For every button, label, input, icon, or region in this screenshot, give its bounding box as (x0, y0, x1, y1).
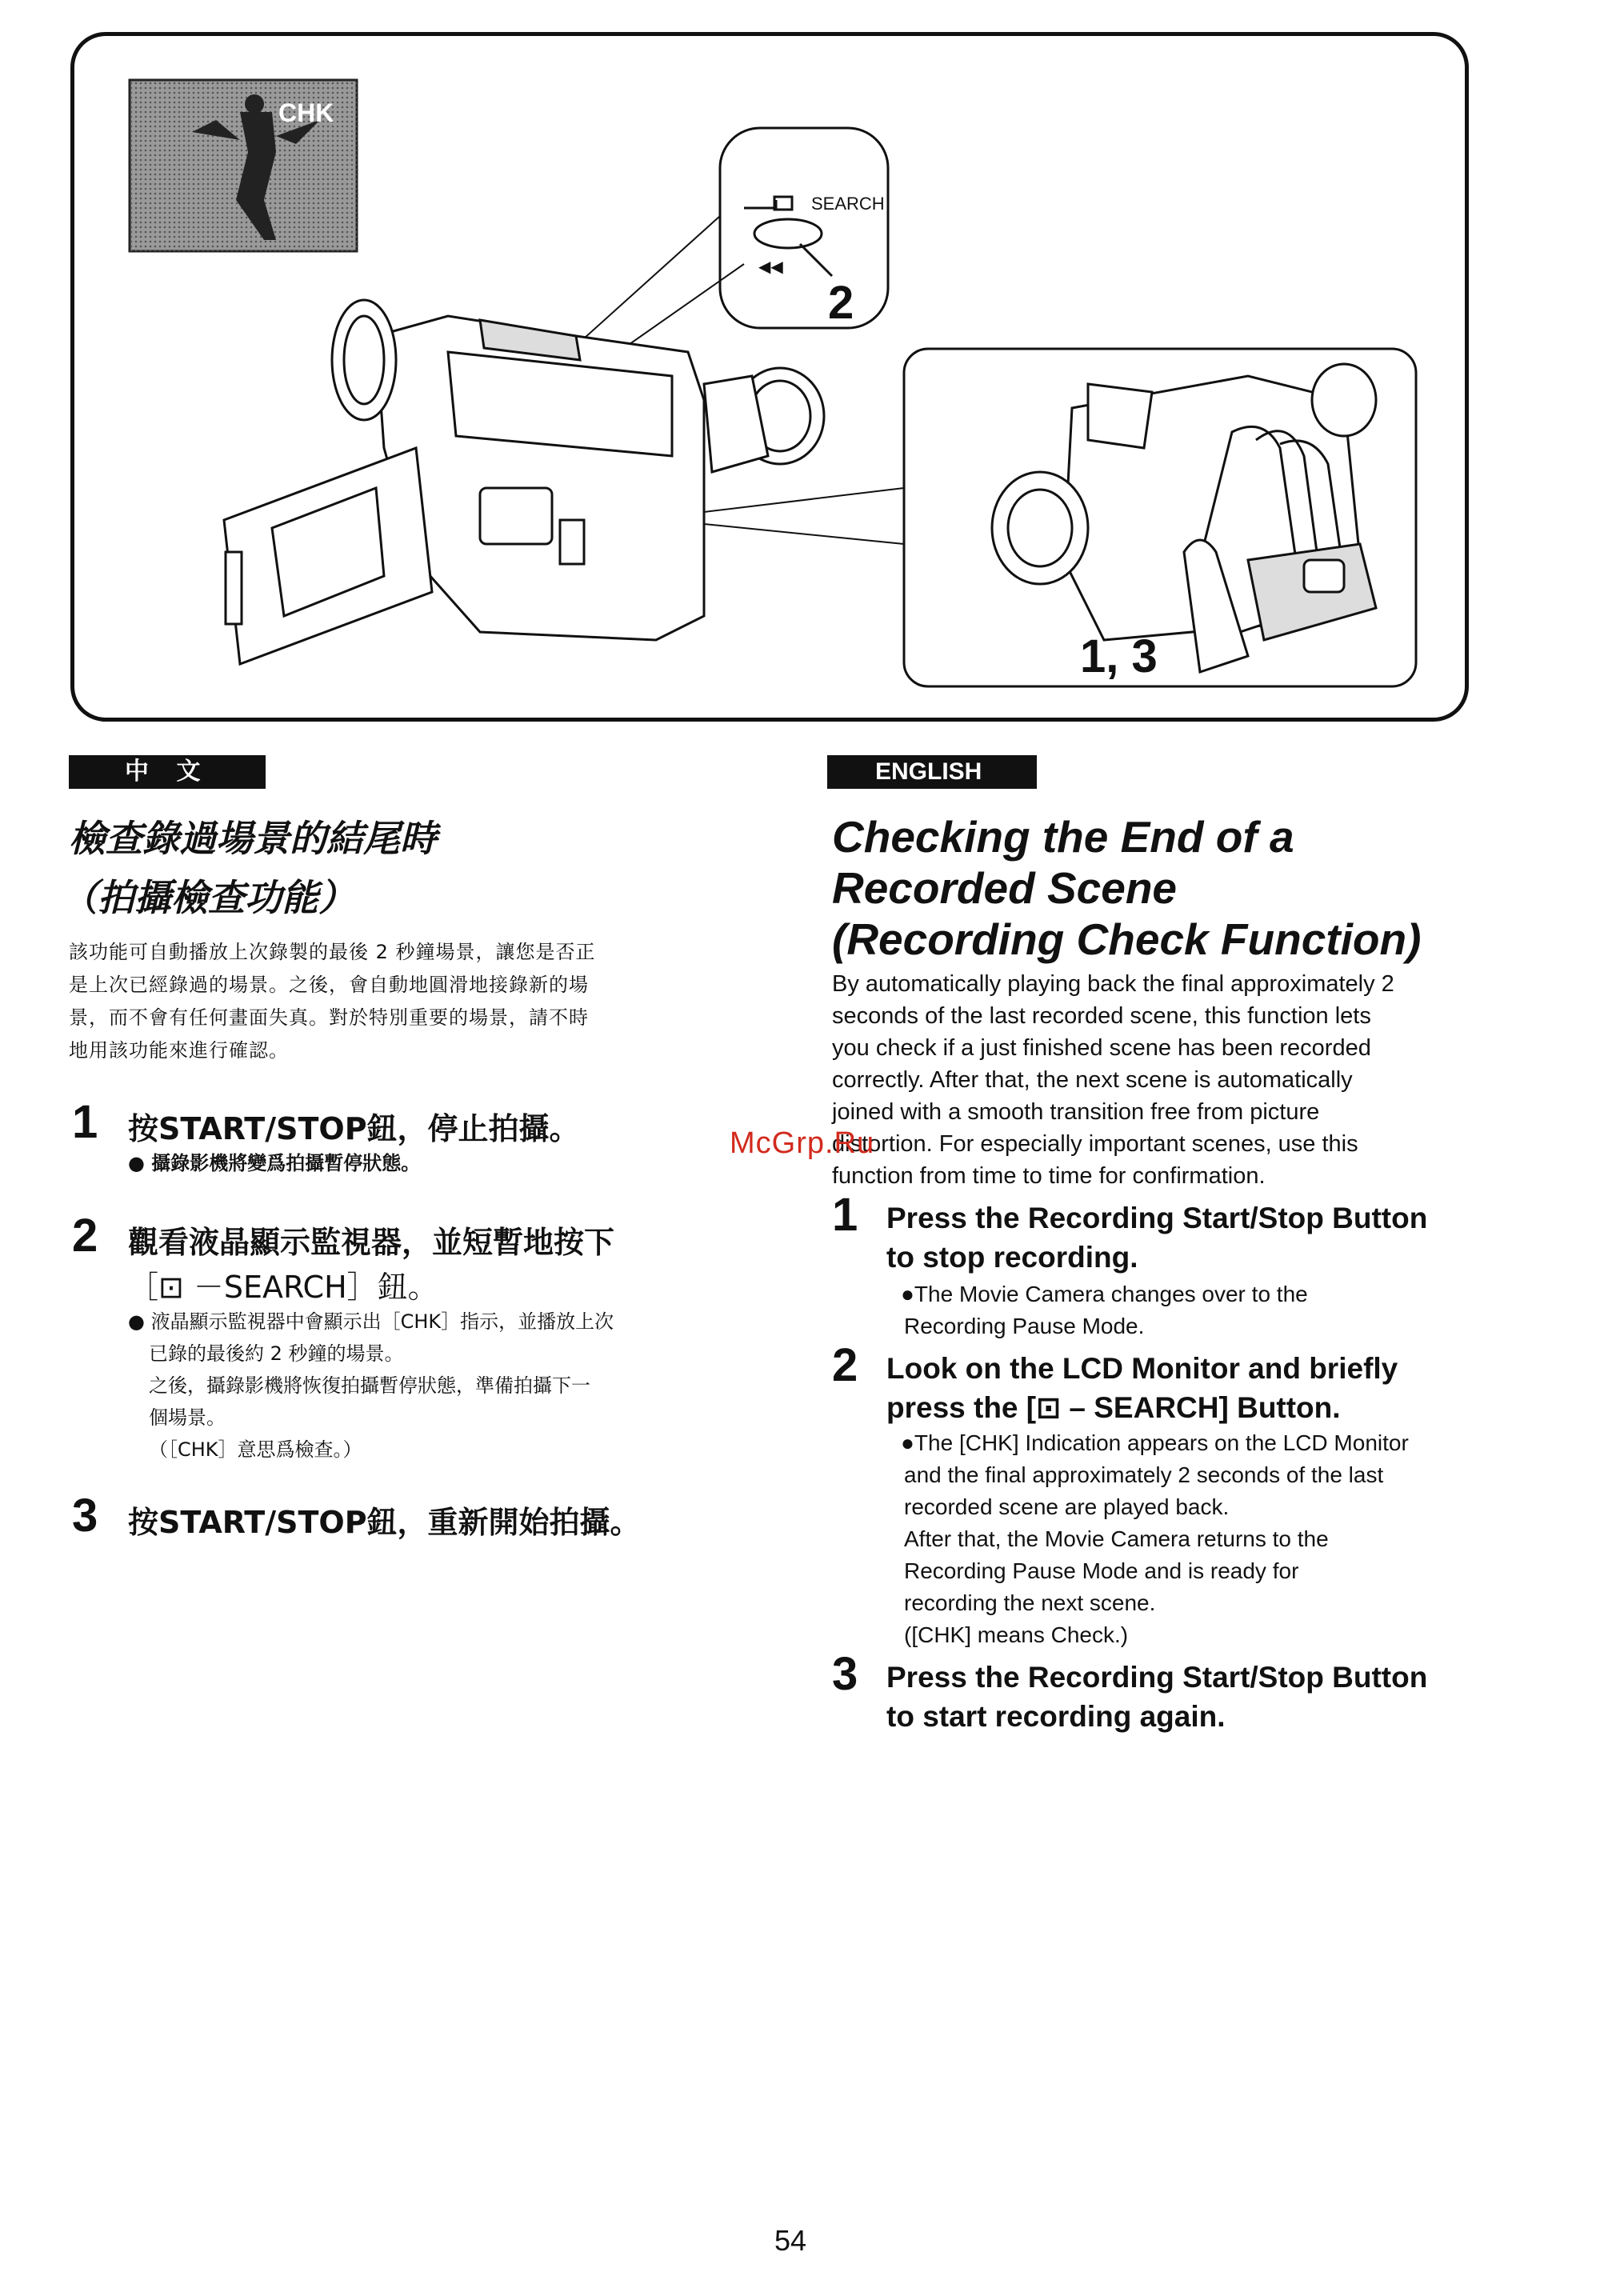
search-button-callout (560, 128, 888, 376)
page-number: 54 (774, 2224, 807, 2257)
chinese-section-label: 中 文 (69, 755, 266, 789)
chinese-step3-text: 按START/STOP鈕，重新開始拍攝。 (128, 1505, 641, 1540)
chinese-step2-text: 觀看液晶顯示監視器，並短暫地按下 (128, 1225, 615, 1260)
chinese-step1-text: 按START/STOP鈕，停止拍攝。 (128, 1111, 580, 1146)
watermark: McGrp.Ru (730, 1126, 875, 1160)
rewind-icon: ◀◀ (758, 257, 783, 276)
chinese-title-line1: 檢查錄過場景的結尾時 (69, 817, 437, 860)
chinese-step1-note: ● 攝錄影機將變爲拍攝暫停狀態。 (128, 1152, 421, 1174)
chinese-step1-number: 1 (72, 1096, 98, 1148)
english-step3-number: 3 (832, 1648, 858, 1700)
english-step2-title: Look on the LCD Monitor and briefly press the [⊡ – SEARCH] Button. (886, 1352, 1398, 1424)
hand-grip-inset (904, 349, 1416, 686)
search-label: SEARCH (811, 194, 885, 214)
chinese-step2-number: 2 (72, 1210, 98, 1262)
camcorder-drawing (224, 300, 904, 664)
english-step1-title: Press the Recording Start/Stop Button to stop recording. (886, 1202, 1428, 1274)
chk-indicator: CHK (278, 98, 334, 127)
chinese-intro: 該功能可自動播放上次錄製的最後 2 秒鐘場景，讓您是否正 是上次已經錄過的場景。之後，會自動地圓滑地接錄新的場 景，而不會有任何畫面失真。對於特別重要的場景，請不時 地用該功能來進行確認。 (69, 941, 596, 1062)
english-intro: By automatically playing back the final approximately 2 seconds of the last recorded scene, this function lets you check if a just finished scene has been recorded correctly. After that, the next scene is automatically joined with a smooth transition free from picture distortion. For especially important scenes, use this function from time to time for confirmation. (832, 971, 1394, 1189)
english-step2-notes: ●The [CHK] Indication appears on the LCD Monitor and the final approximately 2 seconds of the last recorded scene are played back. After that, the Movie Camera returns to the Recording Pause Mode and is ready for recording the next scene. ([CHK] means Check.) (901, 1430, 1409, 1647)
chinese-step3-number: 3 (72, 1490, 98, 1542)
english-step1-notes: ●The Movie Camera changes over to the Recording Pause Mode. (901, 1282, 1308, 1338)
english-section-label: ENGLISH (827, 755, 1037, 789)
english-step2-number: 2 (832, 1339, 858, 1391)
hand-step-numbers: 1, 3 (1080, 630, 1158, 682)
chinese-step2-notes: ● 液晶顯示監視器中會顯示出［CHK］指示，並播放上次 已錄的最後約 2 秒鐘的場景。 之後，攝錄影機將恢復拍攝暫停狀態，準備拍攝下一 個場景。 （［CHK］意思爲檢查。） (128, 1310, 614, 1461)
callout-step-number: 2 (828, 277, 854, 329)
english-step1-number: 1 (832, 1189, 858, 1241)
english-title: Checking the End of a Recorded Scene (Recording Check Function) (832, 812, 1422, 964)
chinese-title-line2: （拍攝檢查功能） (61, 876, 355, 919)
lcd-screen-inset (130, 80, 357, 251)
english-step3-title: Press the Recording Start/Stop Button to start recording again. (886, 1661, 1428, 1733)
chinese-step2-text2: ［⊡ －SEARCH］鈕。 (128, 1270, 438, 1305)
search-button (754, 219, 822, 248)
camcorder-illustration (0, 0, 1608, 736)
